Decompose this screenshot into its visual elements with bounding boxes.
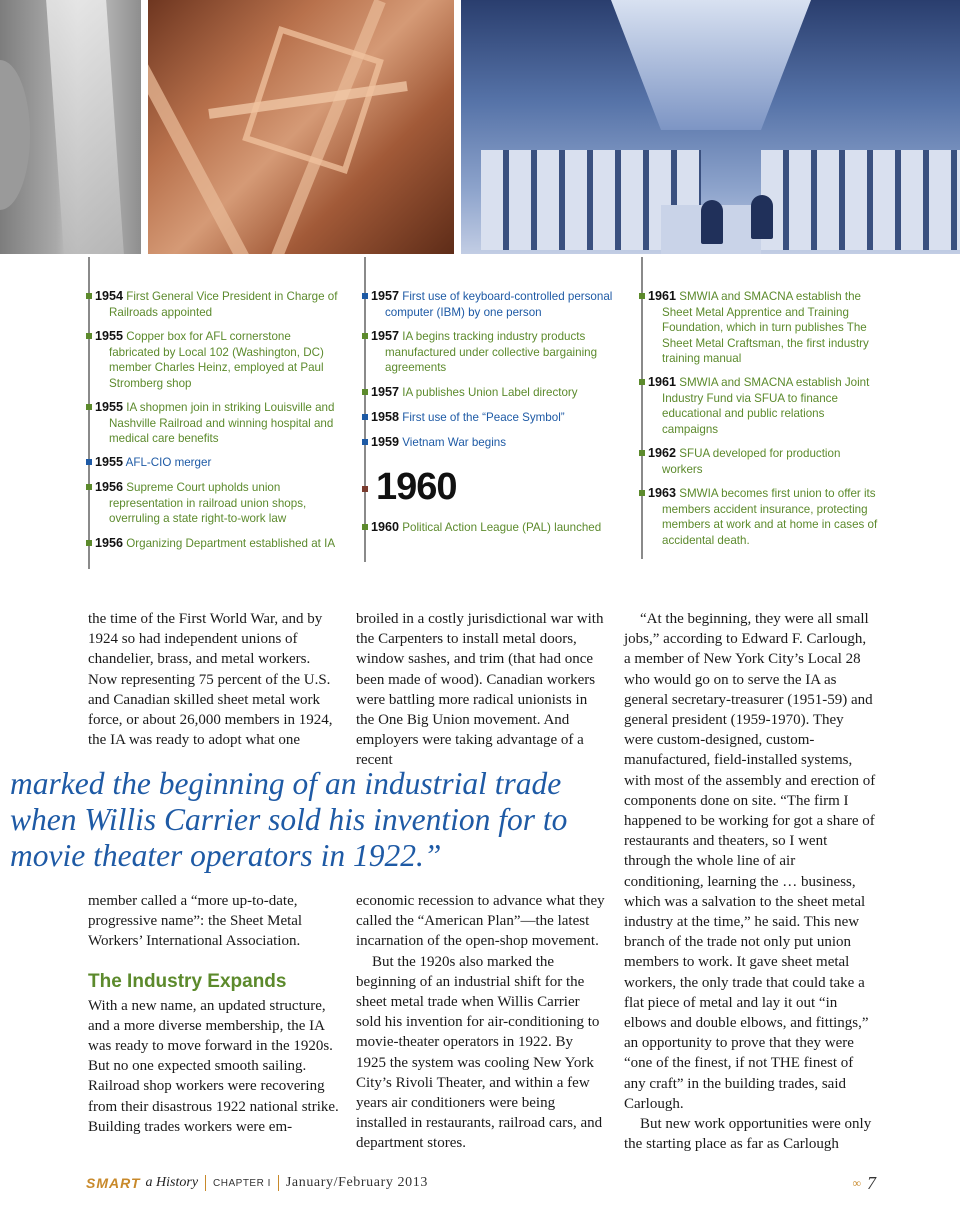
timeline-marker <box>639 379 645 385</box>
timeline-entry: 1959 Vietnam War begins <box>371 435 614 451</box>
paragraph: broiled in a costly jurisdictional war with the Carpenters to install metal doors, window sashes, and trim (that had once been made of wood). Canadian workers were battling more radical unionists in the One Big Union movement. And employers were taking advantage of a recent <box>356 611 604 769</box>
timeline-marker <box>362 524 368 530</box>
ornament-icon: ∞ <box>852 1175 861 1190</box>
article-col1-bottom <box>88 891 340 1137</box>
chapter-label: CHAPTER I <box>213 1177 271 1189</box>
issue-date: January/February 2013 <box>285 1175 428 1190</box>
timeline-column-1 <box>88 257 338 569</box>
timeline-entry: 1956 Organizing Department established at IA <box>95 536 338 552</box>
section-subheading: The Industry Expands <box>88 970 287 992</box>
timeline-rule <box>641 257 643 559</box>
article-col2-bottom <box>356 891 606 1154</box>
page-footer <box>86 1172 876 1194</box>
paragraph: “At the beginning, they were all small jobs,” according to Edward F. Carlough, a member of New York City’s Local 28 who would go on to serve the IA as general secretary-treasurer (1951-59) and general president (1959-1970). They were custom-designed, custom-manufactured, field-installed systems, with most of the assembly and erection of components done on site. “The firm I happened to be working for got a share of restaurants and theaters, so I went through the whole line of air conditioning, learning the … business, which was a salvation to the sheet metal industry at the time,” he said. This new branch of the trade not only put union members to work. It gave sheet metal workers, the only trade that could take a flat piece of metal and lay it out “in elbows and double elbows, and fittings,” an opportunity to prove that they were “one of the finest, if not THE finest of any craft” in the building trades, said Carlough. <box>624 611 876 1112</box>
timeline-marker <box>639 490 645 496</box>
article-col3 <box>624 609 876 1154</box>
timeline-entry: 1958 First use of the “Peace Symbol” <box>371 410 614 426</box>
timeline-entry: 1956 Supreme Court upholds union representation in railroad union shops, overruling a state right-to-work law <box>95 480 338 527</box>
timeline-entry: 1962 SFUA developed for production workers <box>648 446 881 477</box>
timeline-marker <box>86 293 92 299</box>
timeline-marker <box>639 450 645 456</box>
timeline-marker <box>86 333 92 339</box>
timeline-marker <box>639 293 645 299</box>
timeline-marker <box>86 484 92 490</box>
timeline-marker <box>86 404 92 410</box>
timeline-entry: 1957 IA begins tracking industry products manufactured under collective bargaining agreements <box>371 329 614 376</box>
timeline-marker <box>362 293 368 299</box>
timeline-column-2 <box>364 257 614 562</box>
paragraph: But the 1920s also marked the beginning of an industrial shift for the sheet metal trade when Willis Carrier sold his invention for air-conditioning to movie-theater operators in 1922. By 1925 the system was cooling New York City’s Rivoli Theater, and within a few years air conditioners were being installed in restaurants, railroad cars, and department stores. <box>356 953 603 1152</box>
timeline-entry: 1963 SMWIA becomes first union to offer its members accident insurance, protecting members at work and at home in cases of accidental death. <box>648 486 881 548</box>
photo-railcar-interior-blue <box>461 0 960 254</box>
photo-strip <box>0 0 960 254</box>
timeline-entry: 1961 SMWIA and SMACNA establish Joint Industry Fund via SFUA to finance educational and public relations campaigns <box>648 375 881 437</box>
paragraph: With a new name, an updated structure, and a more diverse membership, the IA was ready to move forward in the 1920s. But no one expected smooth sailing. Railroad shop workers were recovering from their disastrous 1922 national strike. Building trades workers were em- <box>88 997 339 1135</box>
brand-logo: SMART <box>86 1175 141 1191</box>
timeline-column-3 <box>641 257 881 559</box>
divider <box>278 1175 279 1191</box>
paragraph: But new work opportunities were only the starting place as far as Carlough <box>624 1116 872 1153</box>
photo-sheet-metal-ductwork-sepia <box>148 0 454 254</box>
photo-workers-grayscale <box>0 0 141 254</box>
paragraph: economic recession to advance what they called the “American Plan”—the latest incarnation of the open-shop movement. <box>356 893 605 950</box>
timeline-entry: 1961 SMWIA and SMACNA establish the Sheet Metal Apprentice and Training Foundation, which in turn publishes The Sheet Metal Craftsman, the first industry training manual <box>648 289 881 367</box>
paragraph: the time of the First World War, and by 1924 so had independent unions of chandelier, brass, and metal workers. Now representing 75 percent of the U.S. and Canadian skilled sheet metal work force, or about 26,000 members in 1924, the IA was ready to adopt what one <box>88 611 333 749</box>
timeline-marker <box>86 459 92 465</box>
article-col2-top <box>356 609 606 771</box>
page-number: 7 <box>867 1172 876 1193</box>
timeline-marker <box>362 414 368 420</box>
timeline-entry: 1955 Copper box for AFL cornerstone fabricated by Local 102 (Washington, DC) member Charles Heinz, employed at Paul Stromberg shop <box>95 329 338 391</box>
brand-subtitle: a History <box>145 1175 199 1190</box>
article-col1-top <box>88 609 340 750</box>
pull-quote: marked the beginning of an industrial trade when Willis Carrier sold his invention for to movie theater operators in 1922.” <box>10 766 568 873</box>
timeline-entry: 1960 Political Action League (PAL) launched <box>371 520 614 536</box>
timeline-entry: 1954 First General Vice President in Charge of Railroads appointed <box>95 289 338 320</box>
paragraph: member called a “more up-to-date, progressive name”: the Sheet Metal Workers’ International Association. <box>88 893 303 950</box>
timeline-marker <box>86 540 92 546</box>
big-year-heading: 1960 <box>376 466 457 508</box>
timeline-entry: 1957 First use of keyboard-controlled personal computer (IBM) by one person <box>371 289 614 320</box>
timeline-marker <box>362 333 368 339</box>
timeline-marker <box>362 389 368 395</box>
timeline-marker <box>362 486 368 492</box>
timeline-entry: 1955 AFL-CIO merger <box>95 455 338 471</box>
timeline-rule <box>88 257 90 569</box>
timeline-entry: 1957 IA publishes Union Label directory <box>371 385 614 401</box>
timeline-rule <box>364 257 366 562</box>
timeline-marker <box>362 439 368 445</box>
timeline-entry: 1955 IA shopmen join in striking Louisville and Nashville Railroad and winning hospital and medical care benefits <box>95 400 338 447</box>
divider <box>205 1175 206 1191</box>
